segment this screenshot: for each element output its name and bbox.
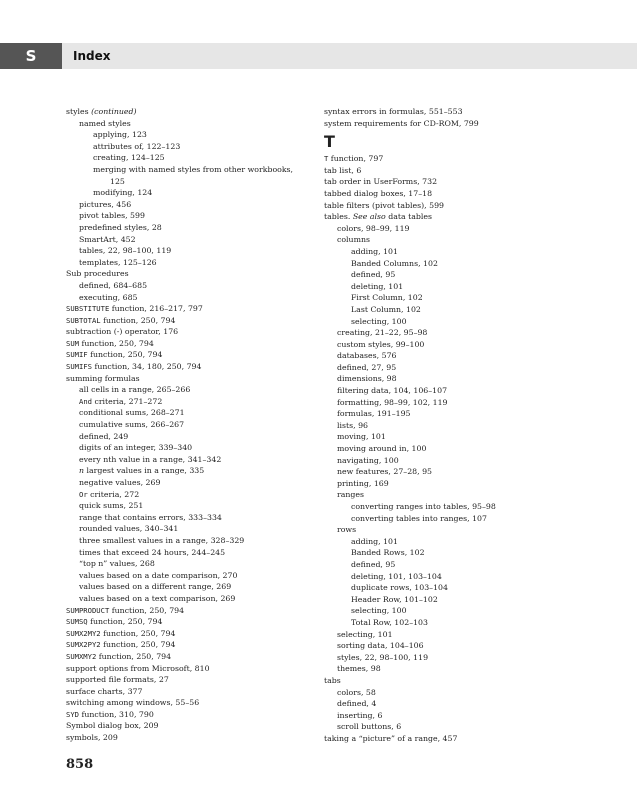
index-entry-text: styles, 22, 98–100, 119 xyxy=(337,652,429,662)
index-entry xyxy=(66,651,312,663)
index-entry xyxy=(324,721,570,733)
index-entry xyxy=(66,210,312,222)
index-entry-text: moving, 101 xyxy=(337,432,386,442)
index-entry-text: data tables xyxy=(385,212,432,222)
index-entry xyxy=(324,258,570,270)
index-entry-text: Symbol dialog box, 209 xyxy=(66,721,159,731)
index-entry xyxy=(324,582,570,594)
index-entry-text: First Column, 102 xyxy=(351,293,423,303)
index-entry xyxy=(324,176,570,188)
index-entry xyxy=(66,709,312,721)
index-entry xyxy=(66,512,312,524)
index-entry-text: colors, 98–99, 119 xyxy=(337,223,410,233)
index-entry xyxy=(324,153,570,165)
index-entry-text: adding, 101 xyxy=(351,246,398,256)
index-entry-text: defined, 249 xyxy=(79,431,129,441)
index-entry xyxy=(66,720,312,732)
index-entry xyxy=(66,373,312,385)
index-entry-text: SUM xyxy=(66,338,79,348)
index-entry-text: scroll buttons, 6 xyxy=(337,722,402,732)
index-entry xyxy=(324,234,570,246)
index-entry xyxy=(66,500,312,512)
index-entry xyxy=(324,246,570,258)
index-entry-text: And xyxy=(79,396,92,406)
index-entry xyxy=(324,675,570,687)
index-entry-text: conditional sums, 268–271 xyxy=(79,408,185,418)
index-entry-text: deleting, 101, 103–104 xyxy=(351,571,442,581)
index-entry-text: n xyxy=(79,466,85,476)
letter-heading-t: T xyxy=(324,132,335,152)
index-entry-text: SUMPRODUCT xyxy=(66,605,110,615)
index-entry-text: function, 250, 794 xyxy=(100,640,176,650)
index-entry xyxy=(324,385,570,397)
index-entry-text: taking a “picture” of a range, 457 xyxy=(324,733,458,743)
index-entry xyxy=(324,571,570,583)
index-entry xyxy=(324,350,570,362)
index-entry xyxy=(66,419,312,431)
index-entry xyxy=(66,431,312,443)
index-entry-text: moving around in, 100 xyxy=(337,444,427,454)
index-entry-text: function, 250, 794 xyxy=(78,338,154,348)
index-entry xyxy=(324,420,570,432)
index-entry xyxy=(324,559,570,571)
index-entry xyxy=(324,594,570,606)
index-entry-text: named styles xyxy=(79,118,131,128)
index-entry xyxy=(324,489,570,501)
index-entry xyxy=(324,698,570,710)
index-entry-text: supported file formats, 27 xyxy=(66,675,169,685)
index-entry-text: selecting, 101 xyxy=(337,629,393,639)
index-entry xyxy=(66,686,312,698)
index-entry-text: themes, 98 xyxy=(337,664,381,674)
index-entry-text: syntax errors in formulas, 551–553 xyxy=(324,107,463,116)
index-entries-left xyxy=(66,106,312,744)
index-entry xyxy=(66,605,312,617)
index-entry xyxy=(66,581,312,593)
index-entry-text: adding, 101 xyxy=(351,536,398,546)
index-entry-text: navigating, 100 xyxy=(337,455,399,465)
index-entry xyxy=(66,292,312,304)
index-entry xyxy=(324,617,570,629)
index-entry-text: support options from Microsoft, 810 xyxy=(66,663,210,673)
index-entry-text: rounded values, 340–341 xyxy=(79,524,179,534)
index-entry xyxy=(66,199,312,211)
index-entry xyxy=(66,523,312,535)
index-entry-text: function, 250, 794 xyxy=(109,605,185,615)
index-entry xyxy=(324,327,570,339)
index-entry-text: range that contains errors, 333–334 xyxy=(79,512,222,522)
index-entry-text: printing, 169 xyxy=(337,478,389,488)
index-entry-text: pivot tables, 599 xyxy=(79,211,145,221)
index-entry xyxy=(66,118,312,130)
index-entry xyxy=(66,663,312,675)
index-entry xyxy=(66,187,312,199)
index-entry xyxy=(66,361,312,373)
index-entry xyxy=(324,710,570,722)
index-entry-text: function, 250, 794 xyxy=(100,315,176,325)
index-entry xyxy=(324,687,570,699)
index-entry-text: executing, 685 xyxy=(79,292,138,302)
index-entry-text: filtering data, 104, 106–107 xyxy=(337,386,448,396)
index-entry-text: function, 34, 180, 250, 794 xyxy=(91,362,202,372)
index-entry-text: values based on a different range, 269 xyxy=(79,582,232,592)
index-entry-text: function, 310, 790 xyxy=(78,709,154,719)
index-entry-text: dimensions, 98 xyxy=(337,374,397,384)
index-entry xyxy=(324,408,570,420)
index-entry xyxy=(324,211,570,223)
index-entry-text: cumulative sums, 266–267 xyxy=(79,420,185,430)
index-entry-text: defined, 684–685 xyxy=(79,280,148,290)
index-entry-text: (continued) xyxy=(91,107,137,116)
index-entry-text: negative values, 269 xyxy=(79,478,161,487)
index-entry xyxy=(66,465,312,477)
index-entry-text: tables, 22, 98–100, 119 xyxy=(79,246,172,256)
index-entry xyxy=(324,118,570,130)
index-entry-text: Total Row, 102–103 xyxy=(351,617,428,627)
index-entry xyxy=(324,478,570,490)
index-column-left xyxy=(66,106,312,744)
index-entry-text: creating, 124–125 xyxy=(93,153,165,163)
index-entries-right-top xyxy=(324,106,570,129)
index-entry-text: databases, 576 xyxy=(337,351,397,361)
index-entry-text: creating, 21–22, 95–98 xyxy=(337,328,428,338)
index-entry-text: SmartArt, 452 xyxy=(79,234,136,244)
index-entry xyxy=(66,106,312,118)
index-entry xyxy=(324,431,570,443)
index-entry xyxy=(324,106,570,118)
index-entry-text: formulas, 191–195 xyxy=(337,409,411,419)
index-entry-text: quick sums, 251 xyxy=(79,501,144,511)
index-entry-text: Sub procedures xyxy=(66,269,129,279)
index-entry-text: times that exceed 24 hours, 244–245 xyxy=(79,547,226,557)
index-entry-text: defined, 4 xyxy=(337,699,377,709)
index-entry-text: SUMIFS xyxy=(66,362,92,372)
index-entry-text: defined, 95 xyxy=(351,559,396,569)
index-entry-text: surface charts, 377 xyxy=(66,686,143,696)
index-entry-text: all cells in a range, 265–266 xyxy=(79,385,191,395)
index-entry xyxy=(66,442,312,454)
index-entry-text: summing formulas xyxy=(66,373,140,383)
index-entry-text: columns xyxy=(337,235,370,245)
index-entry-text: Or xyxy=(79,489,88,499)
running-header-title: Index xyxy=(73,49,111,63)
index-entry xyxy=(66,477,312,489)
index-entry xyxy=(324,652,570,664)
index-entry xyxy=(66,489,312,501)
index-entry-text: new features, 27–28, 95 xyxy=(337,467,433,477)
index-entry-text: every nth value in a range, 341–342 xyxy=(79,454,222,464)
index-entry-text: SUMXMY2 xyxy=(66,651,97,661)
index-entry-text: custom styles, 99–100 xyxy=(337,339,425,349)
index-entry xyxy=(324,304,570,316)
section-letter-tab: S xyxy=(0,43,62,69)
page-number: 858 xyxy=(66,757,94,772)
index-entry-text: 125 xyxy=(110,176,125,186)
index-entry xyxy=(324,605,570,617)
index-entry-text: SUMX2PY2 xyxy=(66,640,101,650)
index-entry-text: lists, 96 xyxy=(337,420,369,430)
index-entry-text: modifying, 124 xyxy=(93,188,153,198)
index-entry-text: symbols, 209 xyxy=(66,733,118,743)
index-entry-text: styles xyxy=(66,107,92,116)
index-entry-text: selecting, 100 xyxy=(351,316,407,326)
index-entry-text: tables. xyxy=(324,212,353,222)
index-entry xyxy=(66,257,312,269)
index-entry-text: inserting, 6 xyxy=(337,710,383,720)
index-entry xyxy=(66,245,312,257)
index-entry xyxy=(66,129,312,141)
index-entry xyxy=(66,176,312,188)
index-entry xyxy=(324,339,570,351)
index-entry-text: SUMSQ xyxy=(66,617,88,627)
index-entry-text: function, 797 xyxy=(328,154,384,164)
index-entry-text: SYD xyxy=(66,709,79,719)
index-entry xyxy=(324,536,570,548)
index-entry-text: Banded Columns, 102 xyxy=(351,258,438,268)
index-entry xyxy=(324,316,570,328)
index-entry xyxy=(66,593,312,605)
index-entry-text: function, 250, 794 xyxy=(96,651,172,661)
index-entry-text: table filters (pivot tables), 599 xyxy=(324,200,445,210)
index-entry-text: Last Column, 102 xyxy=(351,304,421,314)
index-entry xyxy=(66,547,312,559)
index-entry-text: rows xyxy=(337,525,357,535)
index-entry-text: Header Row, 101–102 xyxy=(351,594,438,604)
index-entry xyxy=(324,281,570,293)
index-entry-text: function, 250, 794 xyxy=(87,350,163,360)
index-entry xyxy=(324,223,570,235)
index-entry xyxy=(324,547,570,559)
index-entries-right xyxy=(324,153,570,744)
index-entry xyxy=(66,141,312,153)
index-entry xyxy=(66,303,312,315)
index-entry xyxy=(66,628,312,640)
index-entry xyxy=(66,454,312,466)
index-entry-text: SUMX2MY2 xyxy=(66,628,101,638)
index-entry-text: system requirements for CD-ROM, 799 xyxy=(324,118,479,128)
index-entry xyxy=(66,268,312,280)
index-entry xyxy=(66,616,312,628)
index-entry-text: “top n” values, 268 xyxy=(79,559,155,569)
index-entry xyxy=(66,326,312,338)
index-entry-text: attributes of, 122–123 xyxy=(93,141,181,151)
index-entry xyxy=(66,570,312,582)
index-entry xyxy=(324,362,570,374)
index-entry-text: tabbed dialog boxes, 17–18 xyxy=(324,188,433,198)
index-entry xyxy=(66,384,312,396)
index-entry-text: SUMIF xyxy=(66,350,88,360)
index-entry xyxy=(66,674,312,686)
index-entry xyxy=(324,640,570,652)
index-entry-text: SUBSTITUTE xyxy=(66,304,110,314)
index-entry-text: criteria, 271–272 xyxy=(91,396,163,406)
index-entry xyxy=(66,732,312,744)
index-entry xyxy=(324,663,570,675)
index-entry xyxy=(66,222,312,234)
index-entry xyxy=(324,629,570,641)
index-entry xyxy=(66,697,312,709)
index-column-right xyxy=(324,106,570,744)
index-entry-text: tab list, 6 xyxy=(324,165,362,175)
index-entry xyxy=(324,373,570,385)
index-entry xyxy=(324,200,570,212)
index-entry xyxy=(324,513,570,525)
index-entry-text: ranges xyxy=(337,490,365,500)
index-entry-text: Banded Rows, 102 xyxy=(351,548,425,558)
index-entry xyxy=(324,501,570,513)
index-entry-text: converting tables into ranges, 107 xyxy=(351,513,487,523)
index-entry-text: digits of an integer, 339–340 xyxy=(79,443,193,453)
index-entry xyxy=(66,535,312,547)
index-entry-text: templates, 125–126 xyxy=(79,257,157,267)
index-entry-text: largest values in a range, 335 xyxy=(84,466,205,476)
index-entry xyxy=(66,280,312,292)
index-entry-text: subtraction (-) operator, 176 xyxy=(66,327,179,337)
index-entry-text: function, 250, 794 xyxy=(87,617,163,627)
index-entry-text: tab order in UserForms, 732 xyxy=(324,177,438,187)
index-entry-text: deleting, 101 xyxy=(351,281,404,291)
index-entry-text: formatting, 98–99, 102, 119 xyxy=(337,397,448,407)
index-entry-text: converting ranges into tables, 95–98 xyxy=(351,502,496,511)
index-entry-text: See also xyxy=(352,212,386,222)
index-entry xyxy=(66,338,312,350)
index-entry-text: three smallest values in a range, 328–329 xyxy=(79,535,245,545)
index-entry-text: duplicate rows, 103–104 xyxy=(351,583,448,593)
index-entry xyxy=(66,639,312,651)
index-entry-text: applying, 123 xyxy=(93,130,147,140)
index-entry xyxy=(324,524,570,536)
index-entry-text: function, 216–217, 797 xyxy=(109,304,203,314)
index-entry xyxy=(324,292,570,304)
index-entry xyxy=(324,466,570,478)
index-entry-text: pictures, 456 xyxy=(79,199,132,209)
index-entry-text: T xyxy=(324,154,329,164)
index-entry xyxy=(324,397,570,409)
index-entry-text: values based on a date comparison, 270 xyxy=(79,570,238,580)
index-entry xyxy=(66,234,312,246)
index-entry-text: defined, 27, 95 xyxy=(337,362,397,372)
index-entry xyxy=(66,396,312,408)
index-entry-text: SUBTOTAL xyxy=(66,315,101,325)
index-entry-text: selecting, 100 xyxy=(351,606,407,616)
index-entry-text: switching among windows, 55–56 xyxy=(66,698,200,708)
index-entry xyxy=(66,315,312,327)
index-entry-text: tabs xyxy=(324,675,341,685)
index-entry-text: merging with named styles from other workbooks, xyxy=(93,164,294,174)
index-entry-text: values based on a text comparison, 269 xyxy=(79,593,236,603)
index-entry-text: sorting data, 104–106 xyxy=(337,641,424,651)
index-entry xyxy=(324,188,570,200)
index-entry xyxy=(66,349,312,361)
index-entry xyxy=(66,407,312,419)
index-entry xyxy=(324,455,570,467)
index-entry-text: criteria, 272 xyxy=(87,489,140,499)
index-entry xyxy=(324,269,570,281)
index-entry xyxy=(324,165,570,177)
index-entry-text: function, 250, 794 xyxy=(100,628,176,638)
index-entry-text: predefined styles, 28 xyxy=(79,222,162,232)
index-entry xyxy=(324,733,570,745)
index-entry xyxy=(66,164,312,176)
index-entry-text: defined, 95 xyxy=(351,270,396,280)
index-entry xyxy=(66,558,312,570)
index-entry xyxy=(66,152,312,164)
index-entry-text: colors, 58 xyxy=(337,687,376,697)
index-entry xyxy=(324,443,570,455)
